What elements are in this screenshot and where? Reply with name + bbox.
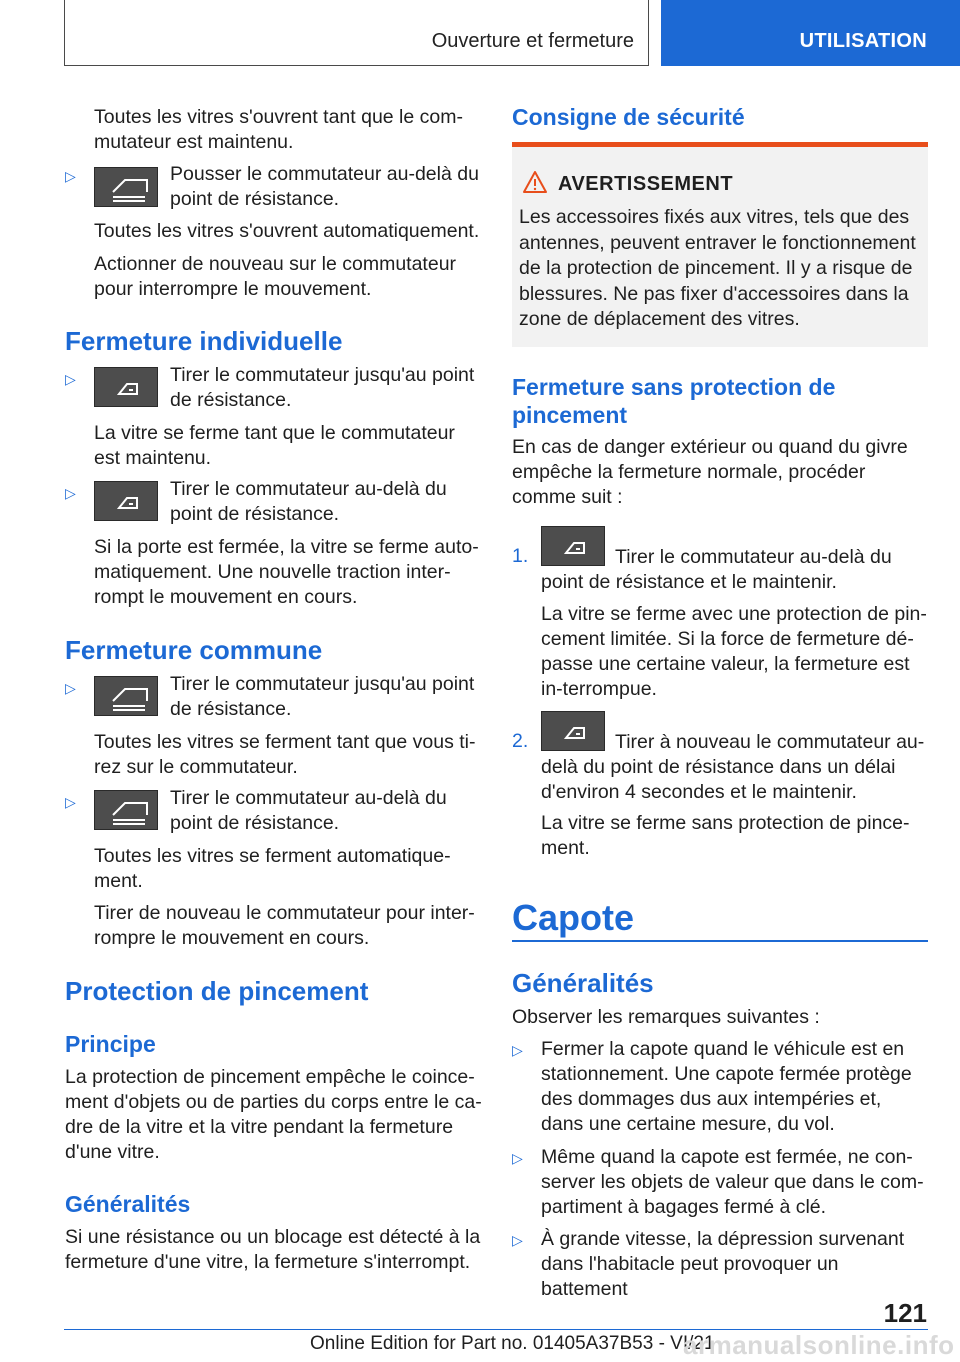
edition-info: Online Edition for Part no. 01405A37B53 - VI/21 — [310, 1333, 715, 1354]
header-section-box — [64, 0, 649, 66]
heading-capote: Capote — [512, 897, 635, 938]
all-close-hold-paragraph: Toutes les vitres se ferment tant que vous ti-rez sur le commutateur. — [94, 731, 476, 778]
bullet-triangle-icon: ▷ — [512, 1042, 523, 1058]
heading-generalites-left: Généralités — [65, 1191, 191, 1217]
page-number: 121 — [883, 1298, 927, 1328]
all-close-auto-paragraph-2: Tirer de nouveau le commutateur pour inter-rompre le mouvement en cours. — [94, 902, 475, 949]
bullet-triangle-icon: ▷ — [65, 680, 76, 696]
watermark: armanualsonline.info — [683, 1330, 955, 1360]
single-close-auto-paragraph: Si la porte est fermée, la vitre se ferme auto-matiquement. Une nouvelle traction inter-rompt le mouvement en cours. — [94, 536, 479, 608]
step-2-paragraph: La vitre se ferme sans protection de pince-ment. — [541, 812, 910, 859]
bullet-open-auto-text: Pousser le commutateur au-delà du point de résistance. — [170, 163, 479, 210]
bullet-triangle-icon: ▷ — [65, 371, 76, 387]
single-close-hold-paragraph: La vitre se ferme tant que le commutateur est maintenu. — [94, 422, 455, 469]
single-close-auto-text: Tirer le commutateur au-delà du point de résistance. — [170, 478, 447, 525]
generalites-paragraph-right: Observer les remarques suivantes : — [512, 1006, 820, 1028]
step-1-text: Tirer le commutateur au-delà du — [615, 546, 892, 568]
window-switch-single-icon — [541, 526, 605, 566]
window-switch-all-icon — [94, 676, 158, 716]
all-close-hold-text: Tirer le commutateur jusqu'au point de résistance. — [170, 673, 475, 720]
heading-fermeture-individuelle: Fermeture individuelle — [65, 326, 343, 356]
heading-principe: Principe — [65, 1031, 156, 1057]
header-section-title: Ouverture et fermeture — [431, 30, 634, 52]
bullet-triangle-icon: ▷ — [512, 1232, 523, 1248]
open-auto-paragraph-1: Toutes les vitres s'ouvrent automatiquement. — [94, 220, 480, 242]
window-switch-single-icon — [94, 481, 158, 521]
warning-title: AVERTISSEMENT — [558, 173, 734, 195]
step-1-continuation: point de résistance et le maintenir. — [541, 571, 837, 593]
step-2-number: 2. — [512, 730, 529, 752]
single-close-hold-text: Tirer le commutateur jusqu'au point de résistance. — [170, 364, 475, 411]
window-switch-open-all-icon — [94, 167, 158, 207]
heading-consigne-securite: Consigne de sécurité — [512, 104, 745, 130]
heading-generalites-right: Généralités — [512, 968, 654, 998]
step-2-continuation: delà du point de résistance dans un délai d'environ 4 secondes et le maintenir. — [541, 756, 896, 803]
window-switch-single-icon — [94, 367, 158, 407]
capote-bullet-1: Fermer la capote quand le véhicule est en stationnement. Une capote fermée protège des dommages dus aux intempéries et, dans une certaine mesure, du vol. — [541, 1038, 912, 1135]
heading-fermeture-commune: Fermeture commune — [65, 635, 323, 665]
header-chapter-title: UTILISATION — [799, 30, 927, 52]
window-switch-all-icon — [94, 790, 158, 830]
intro-paragraph: Toutes les vitres s'ouvrent tant que le com-mutateur est maintenu. — [94, 106, 463, 153]
capote-bullet-2: Même quand la capote est fermée, ne con-server les objets de valeur que dans le com-partiment à bagages fermé à clé. — [541, 1146, 924, 1218]
bullet-triangle-icon: ▷ — [65, 485, 76, 501]
heading-fermeture-sans-protection: Fermeture sans protection de pincement — [512, 374, 836, 428]
header-chapter-box — [661, 0, 960, 66]
warning-triangle-icon — [522, 170, 548, 194]
capote-heading-rule — [512, 940, 928, 942]
bullet-triangle-icon: ▷ — [65, 794, 76, 810]
sans-protection-paragraph: En cas de danger extérieur ou quand du givre empêche la fermeture normale, procéder comme suit : — [512, 436, 908, 508]
step-2-text: Tirer à nouveau le commutateur au- — [615, 731, 925, 753]
all-close-auto-text: Tirer le commutateur au-delà du point de résistance. — [170, 787, 447, 834]
all-close-auto-paragraph-1: Toutes les vitres se ferment automatique-ment. — [94, 845, 451, 892]
bullet-triangle-icon: ▷ — [65, 168, 76, 184]
step-1-number: 1. — [512, 545, 529, 567]
generalites-paragraph-left: Si une résistance ou un blocage est détecté à la fermeture d'une vitre, la fermeture s'interrompt. — [65, 1226, 481, 1273]
capote-bullet-3: À grande vitesse, la dépression survenant dans l'habitacle peut provoquer un battement — [541, 1228, 905, 1300]
principe-paragraph: La protection de pincement empêche le coince-ment d'objets ou de parties du corps entre le ca-dre de la vitre et la vitre pendant la fermeture d'une vitre. — [65, 1066, 482, 1163]
open-auto-paragraph-2: Actionner de nouveau sur le commutateur pour interrompre le mouvement. — [94, 253, 457, 300]
warning-body: Les accessoires fixés aux vitres, tels que des antennes, peuvent entraver le fonctionnement de la protection de pincement. Il y a risque de blessures. Ne pas fixer d'accessoires dans la zone de déplacement des vitres. — [519, 206, 916, 330]
bullet-triangle-icon: ▷ — [512, 1150, 523, 1166]
step-1-paragraph: La vitre se ferme avec une protection de pin-cement limitée. Si la force de fermeture dé-passe une certaine valeur, la fermeture est in-terrompue. — [541, 603, 927, 700]
warning-box — [512, 142, 928, 347]
heading-protection-pincement: Protection de pincement — [65, 976, 369, 1006]
window-switch-single-icon — [541, 711, 605, 751]
